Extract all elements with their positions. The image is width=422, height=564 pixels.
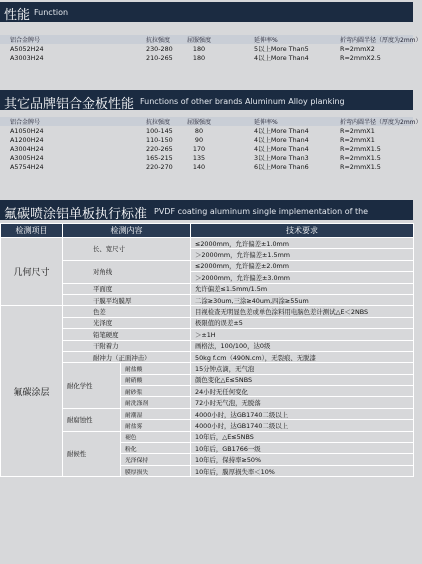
table-row <box>1 238 414 249</box>
req: 二涂≥30um,三涂≥40um,四涂≥55um <box>191 294 414 305</box>
section-title-cn: 性能 <box>4 8 31 23</box>
col-header: 铝合金牌号 <box>0 35 74 44</box>
sub-item: 膜厚损失 <box>121 465 191 476</box>
cell: 170 <box>192 144 206 153</box>
table-row <box>1 260 414 271</box>
sub-item: 粉化 <box>121 443 191 454</box>
col-header-requirement: 技术要求 <box>191 224 414 238</box>
req: ＞2000mm，允许偏差±1.5mm <box>191 249 414 260</box>
req: 4000小时，达GB1740二级以上 <box>191 408 414 419</box>
table-row <box>0 162 413 171</box>
sub-item: 光泽保持 <box>121 454 191 465</box>
section-title-cn: 其它品牌铝合金板性能 <box>4 97 135 112</box>
col-header-content: 检测内容 <box>63 224 191 238</box>
cell: 230-280 <box>146 44 173 53</box>
cell: A1200H24 <box>10 135 44 144</box>
sub-item: 耐潮湿 <box>121 408 191 419</box>
cell: 165-215 <box>146 153 173 162</box>
cell: R=2mmX1.5 <box>340 162 381 171</box>
item-dry-film: 干膜平均膜厚 <box>63 294 191 305</box>
section-title-en: Functions of other brands Aluminum Alloy planking <box>140 97 345 106</box>
col-header: 抗拉强度 <box>74 117 174 126</box>
section-other-brands-header <box>0 90 413 110</box>
sub-item: 耐盐雾 <box>121 420 191 431</box>
req: 10年后，△E≤5NBS <box>191 431 414 442</box>
col-header: 铝合金牌号 <box>0 117 74 126</box>
req: 50kg f.cm（490N.cm），无裂痕、无脱漆 <box>191 351 414 362</box>
table-row <box>0 44 413 53</box>
group-coating: 氟碳涂层 <box>1 306 63 477</box>
cell: A5052H24 <box>10 44 44 53</box>
cell: R=2mmX2 <box>340 44 375 53</box>
table-row <box>0 53 413 62</box>
cell: 180 <box>192 44 206 53</box>
col-header: 延伸率% <box>224 117 322 126</box>
table-header-row <box>0 117 413 126</box>
cell: 210-265 <box>146 53 173 62</box>
cell: 90 <box>194 135 204 144</box>
table-row <box>1 317 414 328</box>
group-geometry: 几何尺寸 <box>1 238 63 306</box>
table-row <box>1 351 414 362</box>
col-header: 折弯内圆半径（厚度为2mm） <box>322 35 413 44</box>
req: 24小时无任何变化 <box>191 386 414 397</box>
item-corrosion: 耐腐蚀性 <box>63 408 121 431</box>
section-pvdf-header <box>0 200 413 220</box>
req: 72小时无气泡，无脱落 <box>191 397 414 408</box>
cell: A3003H24 <box>10 53 44 62</box>
table-row <box>1 431 414 442</box>
cell: 4以上More Than4 <box>254 136 309 144</box>
cell: 4以上More Than4 <box>254 54 309 62</box>
req: 画格法，100/100，达0级 <box>191 340 414 351</box>
section-performance-header <box>0 2 413 22</box>
section-title-en: PVDF coating aluminum single implementation of the <box>154 207 369 216</box>
table-row <box>1 363 414 374</box>
item-chemical: 耐化学性 <box>63 363 121 409</box>
cell: R=2mmX1.5 <box>340 144 381 153</box>
col-header: 折弯内圆半径（厚度为2mm） <box>322 117 413 126</box>
sub-item: 耐盐酸 <box>121 363 191 374</box>
cell: A5754H24 <box>10 162 44 171</box>
table-row <box>0 144 413 153</box>
sub-item: 耐砂浆 <box>121 386 191 397</box>
cell: 180 <box>192 53 206 62</box>
table-header-row <box>1 224 414 238</box>
col-header: 延伸率% <box>224 35 322 44</box>
cell: A1050H24 <box>10 126 44 135</box>
req: 15分钟点滴，无气泡 <box>191 363 414 374</box>
req: 目视检查无明显色差或单色涂料用电脑色差计测试△E＜2NBS <box>191 306 414 317</box>
cell: 6以上More Than6 <box>254 163 309 171</box>
cell: 220-265 <box>146 144 173 153</box>
cell: A3004H24 <box>10 144 44 153</box>
item-pencil: 铅笔硬度 <box>63 329 191 340</box>
cell: 135 <box>192 153 206 162</box>
table-row <box>0 126 413 135</box>
col-header: 屈服强度 <box>174 117 224 126</box>
section-title-en: Function <box>34 8 69 17</box>
req: 10年后，GB1766一级 <box>191 443 414 454</box>
table-header-row <box>0 35 413 44</box>
cell: 140 <box>192 162 206 171</box>
performance-table <box>0 35 422 62</box>
req: ＞±1H <box>191 329 414 340</box>
item-diagonal: 对角线 <box>63 260 191 283</box>
sub-item: 耐硝酸 <box>121 374 191 385</box>
item-flatness: 平面度 <box>63 283 191 294</box>
req: 4000小时，达GB1740二级以上 <box>191 420 414 431</box>
cell: A3005H24 <box>10 153 44 162</box>
table-row <box>1 340 414 351</box>
pvdf-standard-table <box>0 223 414 477</box>
sub-item: 耐洗涤剂 <box>121 397 191 408</box>
cell: R=2mmX1 <box>340 126 375 135</box>
req: 10年后，膜厚损失率＜10% <box>191 465 414 476</box>
table-row <box>1 306 414 317</box>
table-row <box>1 283 414 294</box>
item-color-diff: 色差 <box>63 306 191 317</box>
item-length-width: 长、宽尺寸 <box>63 238 191 261</box>
item-impact: 耐冲力（正面冲击） <box>63 351 191 362</box>
cell: R=2mmX1 <box>340 135 375 144</box>
req: 10年后，保持率≥50% <box>191 454 414 465</box>
cell: 110-150 <box>146 135 173 144</box>
table-row <box>0 153 413 162</box>
section-title-cn: 氟碳喷涂铝单板执行标准 <box>4 207 148 222</box>
req: 允许偏差≤1.5mm/1.5m <box>191 283 414 294</box>
table-row <box>1 294 414 305</box>
other-brands-table <box>0 117 422 171</box>
cell: 80 <box>194 126 204 135</box>
req: 颜色变化△E≤5NBS <box>191 374 414 385</box>
cell: 220-270 <box>146 162 173 171</box>
cell: 4以上More Than4 <box>254 145 309 153</box>
cell: R=2mmX2.5 <box>340 53 381 62</box>
table-row <box>0 135 413 144</box>
cell: 100-145 <box>146 126 173 135</box>
cell: 4以上More Than4 <box>254 127 309 135</box>
req: 极限值的误差±5 <box>191 317 414 328</box>
col-header-item: 检测项目 <box>1 224 63 238</box>
cell: R=2mmX1.5 <box>340 153 381 162</box>
sub-item: 褪色 <box>121 431 191 442</box>
req: ＞2000mm，允许偏差±3.0mm <box>191 272 414 283</box>
item-gloss: 光泽度 <box>63 317 191 328</box>
item-adhesion: 干附着力 <box>63 340 191 351</box>
cell: 3以上More Than3 <box>254 154 309 162</box>
item-weather: 耐候性 <box>63 431 121 477</box>
req: ≤2000mm，允许偏差±1.0mm <box>191 238 414 249</box>
req: ≤2000mm，允许偏差±2.0mm <box>191 260 414 271</box>
col-header: 屈服强度 <box>174 35 224 44</box>
table-row <box>1 408 414 419</box>
col-header: 抗拉强度 <box>74 35 174 44</box>
cell: 5以上More Than5 <box>254 45 309 53</box>
table-row <box>1 329 414 340</box>
